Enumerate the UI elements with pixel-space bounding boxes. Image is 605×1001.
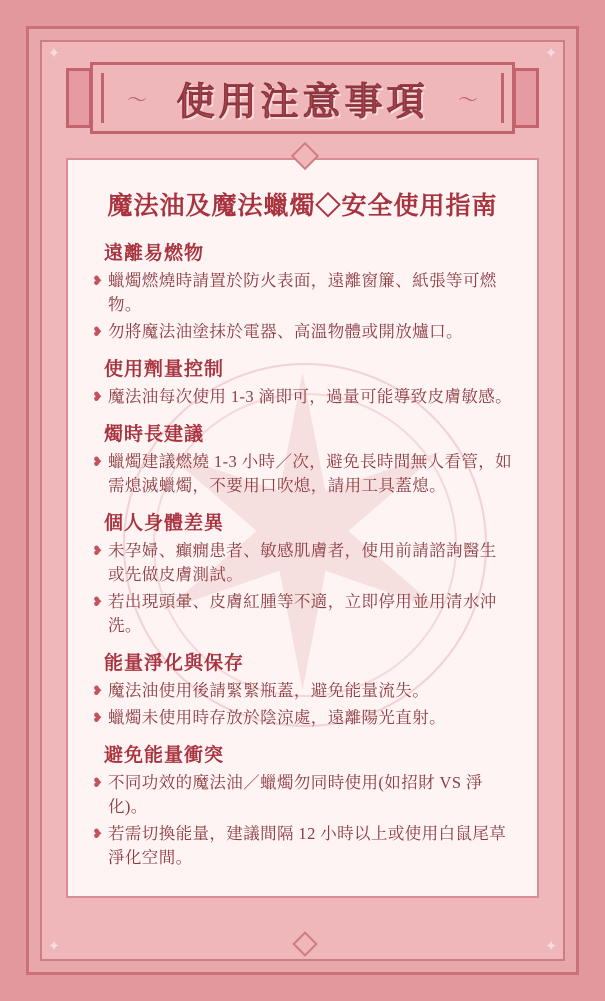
heart-bullet-icon: ❥ bbox=[92, 683, 103, 698]
document-title: ✶ 魔法油及魔法蠟燭◇安全使用指南 bbox=[107, 193, 498, 220]
section-heading: 個人身體差異 bbox=[104, 513, 225, 534]
list-item-text: 若出現頭暈、皮膚紅腫等不適，立即停用並用清水沖洗。 bbox=[108, 592, 497, 635]
section bbox=[92, 740, 513, 870]
heart-bullet-icon: ❥ bbox=[92, 273, 103, 288]
list-item bbox=[92, 771, 513, 819]
list-item bbox=[92, 269, 513, 317]
list-item-text: 蠟燭燃燒時請置於防火表面，遠離窗簾、紙張等可燃物。 bbox=[108, 271, 497, 314]
list-item-text: 未孕婦、癲癇患者、敏感肌膚者，使用前請諮詢醫生或先做皮膚測試。 bbox=[108, 541, 497, 584]
heart-bullet-icon: ❥ bbox=[92, 710, 103, 725]
section bbox=[92, 238, 513, 344]
banner-plate bbox=[90, 62, 515, 134]
heart-bullet-icon: ❥ bbox=[92, 324, 103, 339]
list-item bbox=[92, 706, 513, 730]
list-item bbox=[92, 679, 513, 703]
sparkle-icon: ✦ bbox=[544, 46, 558, 62]
section-heading: 使用劑量控制 bbox=[104, 359, 225, 380]
banner-ribbon-right bbox=[513, 68, 539, 128]
list-item bbox=[92, 320, 513, 344]
section-heading: 燭時長建議 bbox=[104, 424, 205, 445]
section-heading: 避免能量衝突 bbox=[104, 745, 225, 766]
section-heading: 能量淨化與保存 bbox=[104, 653, 245, 674]
list-item bbox=[92, 385, 513, 409]
content-card bbox=[66, 158, 539, 898]
page-title: 使用注意事項 bbox=[176, 81, 429, 124]
section bbox=[92, 508, 513, 638]
sparkle-icon: ✦ bbox=[47, 939, 61, 955]
heart-bullet-icon: ❥ bbox=[92, 454, 103, 469]
swirl-right-icon: 〜 bbox=[458, 89, 478, 112]
list-item-text: 若需切換能量，建議間隔 12 小時以上或使用白鼠尾草淨化空間。 bbox=[108, 824, 507, 867]
swirl-left-icon: 〜 bbox=[127, 89, 147, 112]
list-item bbox=[92, 450, 513, 498]
banner-ribbon-left bbox=[66, 68, 92, 128]
list-item bbox=[92, 539, 513, 587]
list-item-text: 蠟燭未使用時存放於陰涼處，遠離陽光直射。 bbox=[108, 708, 446, 727]
heart-bullet-icon: ❥ bbox=[92, 543, 103, 558]
list-item-text: 勿將魔法油塗抹於電器、高溫物體或開放爐口。 bbox=[108, 322, 463, 341]
list-item bbox=[92, 822, 513, 870]
heart-bullet-icon: ❥ bbox=[92, 826, 103, 841]
content-body bbox=[68, 160, 537, 890]
title-banner bbox=[66, 62, 539, 134]
heart-bullet-icon: ❥ bbox=[92, 594, 103, 609]
sparkle-icon: ✦ bbox=[544, 939, 558, 955]
sparkle-icon: ✦ bbox=[47, 46, 61, 62]
list-item bbox=[92, 590, 513, 638]
heart-bullet-icon: ❥ bbox=[92, 389, 103, 404]
list-item-text: 魔法油每次使用 1-3 滴即可，過量可能導致皮膚敏感。 bbox=[108, 387, 513, 406]
section bbox=[92, 354, 513, 409]
list-item-text: 蠟燭建議燃燒 1-3 小時／次，避免長時間無人看管，如需熄滅蠟燭，不要用口吹熄，請用工具蓋熄。 bbox=[108, 452, 513, 495]
section bbox=[92, 648, 513, 730]
section-heading: 遠離易燃物 bbox=[104, 243, 205, 264]
heart-bullet-icon: ❥ bbox=[92, 775, 103, 790]
section bbox=[92, 419, 513, 498]
list-item-text: 不同功效的魔法油／蠟燭勿同時使用(如招財 VS 淨化)。 bbox=[108, 773, 483, 816]
list-item-text: 魔法油使用後請緊緊瓶蓋，避免能量流失。 bbox=[108, 681, 430, 700]
